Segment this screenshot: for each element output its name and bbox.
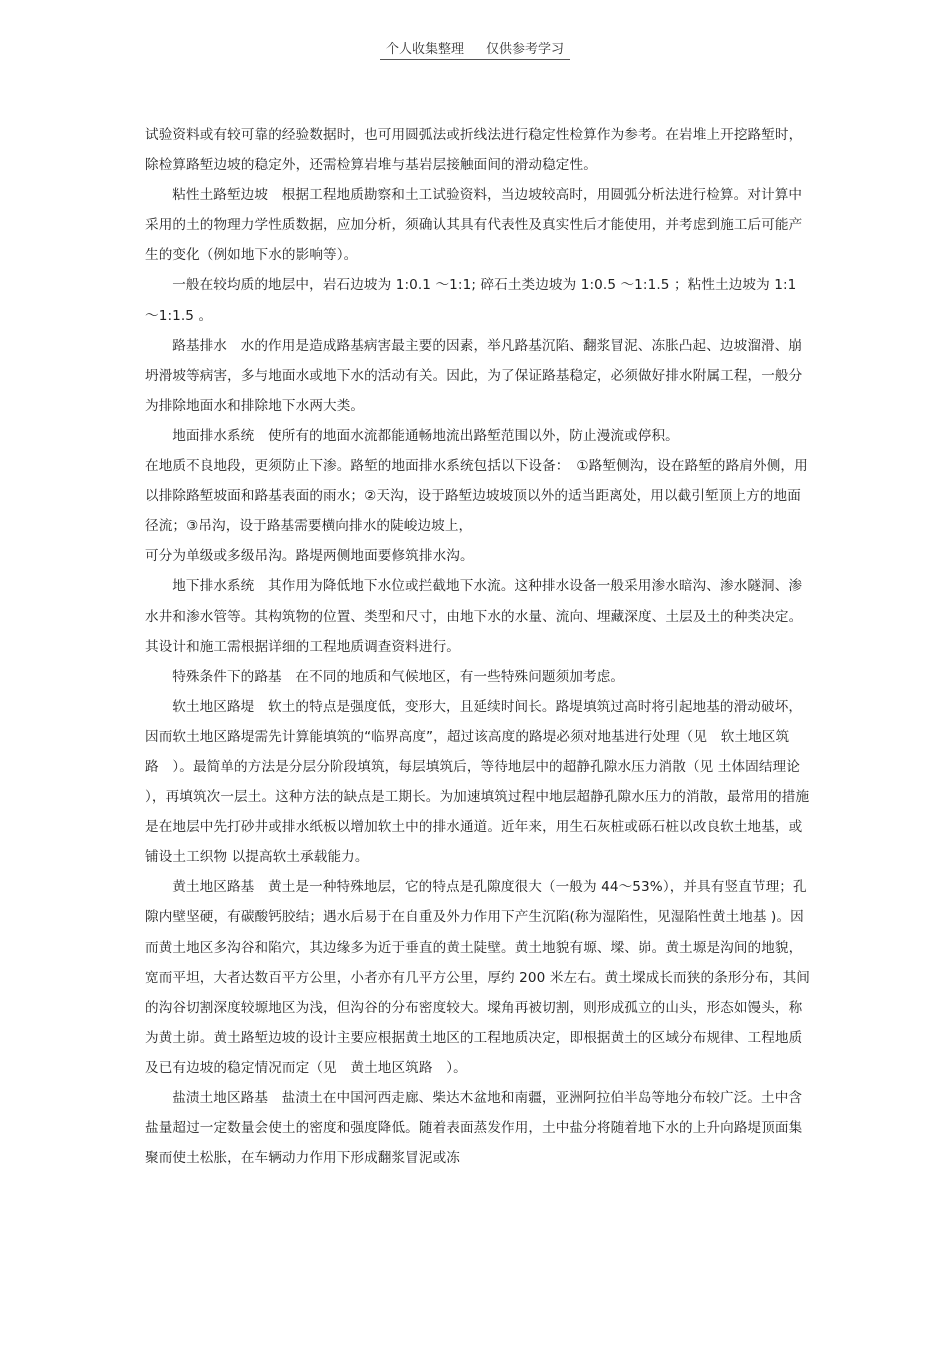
paragraph: 地面排水系统 使所有的地面水流都能通畅地流出路堑范围以外，防止漫流或停积。 <box>172 427 679 444</box>
header-rule <box>380 38 570 60</box>
header-left-text: 个人收集整理 <box>385 42 464 57</box>
header-right-text: 仅供参考学习 <box>486 42 565 57</box>
paragraph: 可分为单级或多级吊沟。路堤两侧地面要修筑排水沟。 <box>145 548 474 565</box>
paragraph: 粘性土路堑边坡 根据工程地质勘察和土工试验资料，当边坡较高时，用圆弧分析法进行检算。对计算中采用的土的物理力学性质数据，应加分析，须确认其具有代表性及真实性后才能使用，并考虑到施工后可能产生的变化（例如地下水的影响等）。 <box>145 187 803 264</box>
paragraph: 特殊条件下的路基 在不同的地质和气候地区，有一些特殊问题须加考虑。 <box>172 668 625 685</box>
paragraph: 盐渍土地区路基 盐渍土在中国河西走廊、柴达木盆地和南疆，亚洲阿拉伯半岛等地分布较广泛。土中含盐量超过一定数量会使土的密度和强度降低。随着表面蒸发作用，土中盐分将随着地下水的上升向路堤顶面集聚而使土松胀，在车辆动力作用下形成翻浆冒泥或冻 <box>145 1090 803 1167</box>
paragraph: 路基排水 水的作用是造成路基病害最主要的因素，举凡路基沉陷、翻浆冒泥、冻胀凸起、边坡溜滑、崩坍滑坡等病害，多与地面水或地下水的活动有关。因此，为了保证路基稳定，必须做好排水附属工程，一般分为排除地面水和排除地下水两大类。 <box>145 337 803 414</box>
document-body <box>145 120 810 1173</box>
paragraph: 黄土地区路基 黄土是一种特殊地层，它的特点是孔隙度很大（一般为 44～53%），并具有竖直节理；孔隙内壁坚硬，有碳酸钙胶结；遇水后易于在自重及外力作用下产生沉陷(称为湿陷性，见湿陷性黄土地基 )。因而黄土地区多沟谷和陷穴，其边缘多为近于垂直的黄土陡壁。黄土地貌有塬、墚、峁。黄土塬是沟间的地貌，宽而平坦，大者达数百平方公里，小者亦有几平方公里，厚约 200 米左右。黄土墚成长而狭的条形分布，其间的沟谷切割深度较塬地区为浅，但沟谷的分布密度较大。墚角再被切割，则形成孤立的山头，形态如馒头，称为黄土峁。黄土路堑边坡的设计主要应根据黄土地区的工程地质决定，即根据黄土的区域分布规律、工程地质及已有边坡的稳定情况而定（见 黄土地区筑路 ）。 <box>145 879 810 1076</box>
page-header <box>0 38 950 60</box>
paragraph: 地下排水系统 其作用为降低地下水位或拦截地下水流。这种排水设备一般采用渗水暗沟、渗水隧洞、渗水井和渗水管等。其构筑物的位置、类型和尺寸，由地下水的水量、流向、埋藏深度、土层及土的种类决定。其设计和施工需根据详细的工程地质调查资料进行。 <box>145 578 803 655</box>
paragraph: 软土地区路堤 软土的特点是强度低，变形大，且延续时间长。路堤填筑过高时将引起地基的滑动破坏，因而软土地区路堤需先计算能填筑的“临界高度”，超过该高度的路堤必须对地基进行处理（见 软土地区筑路 ）。最简单的方法是分层分阶段填筑，每层填筑后，等待地层中的超静孔隙水压力消散（见 土体固结理论 ），再填筑次一层土。这种方法的缺点是工期长。为加速填筑过程中地层超静孔隙水压力的消散，最常用的措施是在地层中先打砂井或排水纸板以增加软土中的排水通道。近年来，用生石灰桩或砾石桩以改良软土地基，或铺设土工织物 以提高软土承载能力。 <box>145 698 810 866</box>
paragraph: 在地质不良地段，更须防止下渗。路堑的地面排水系统包括以下设备： ①路堑侧沟，设在路堑的路肩外侧，用以排除路堑坡面和路基表面的雨水；②天沟，设于路堑边坡坡顶以外的适当距离处，用以截引堑顶上方的地面径流；③吊沟，设于路基需要横向排水的陡峻边坡上， <box>145 458 808 535</box>
paragraph: 一般在较均质的地层中，岩石边坡为 1:0.1 ～1:1; 碎石土类边坡为 1:0.5 ～1:1.5 ；粘性土边坡为 1:1 ～1:1.5 。 <box>145 277 797 324</box>
paragraph: 试验资料或有较可靠的经验数据时，也可用圆弧法或折线法进行稳定性检算作为参考。在岩堆上开挖路堑时，除检算路堑边坡的稳定外，还需检算岩堆与基岩层接触面间的滑动稳定性。 <box>145 127 803 174</box>
